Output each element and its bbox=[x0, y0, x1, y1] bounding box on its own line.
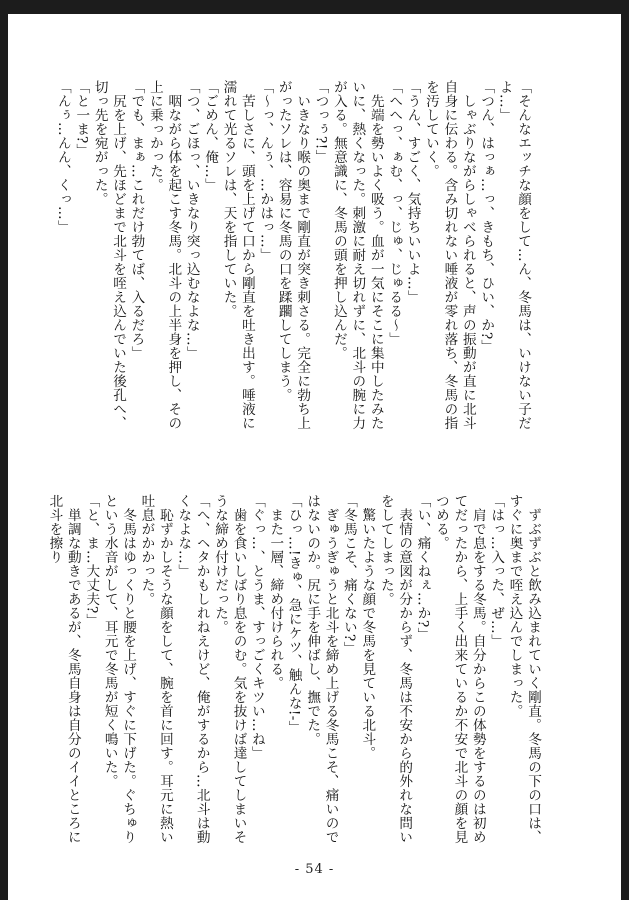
text-line: 「つっぅ?!」 bbox=[312, 80, 329, 164]
text-line: 苦しさに、頭を上げて口から剛直を吐き出す。唾液に濡れて光るソレは、天を指していた。 bbox=[220, 80, 255, 430]
text-line: 「へへっ、ぁむ、っ、じゅ、じゅるる～」 bbox=[386, 80, 403, 346]
text-line: ずぶずぶと飲み込まれていく剛直。冬馬の下の口は、すぐに奥まで咥え込んでしまった。 bbox=[506, 494, 541, 844]
text-line: 「うん、すごく、気持ちいいよ…」 bbox=[404, 80, 421, 304]
text-line: 恥ずかしそうな顔をして、腕を首に回す。耳元に熱い吐息がかかった。 bbox=[138, 494, 173, 844]
novel-page bbox=[8, 14, 621, 900]
text-block-bottom bbox=[46, 494, 542, 850]
text-line: いきなり喉の奥まで剛直が突き刺さる。完全に勃ち上がったソレは、容易に冬馬の口を蹂躙してしまう。 bbox=[275, 80, 311, 430]
text-line: 肩で息をする冬馬。自分からこの体勢をするのは初めてだったから、上手く出来ているか不安で北斗の顔を見つめる。 bbox=[432, 494, 486, 844]
text-line: また一層、締め付けられる。 bbox=[267, 494, 284, 690]
text-line: 尻を上げ、先ほどまで北斗を咥え込んでいた後孔へ、切っ先を宛がった。 bbox=[91, 80, 127, 430]
text-line: 「でも、まぁ…これだけ勃てば、入るだろ」 bbox=[128, 80, 145, 360]
text-line: 「んぅ…んん、くっ…」 bbox=[54, 80, 71, 234]
text-line: 驚いたような顔で冬馬を見ている北斗。 bbox=[359, 494, 376, 760]
text-line: 表情の意図が分からず、冬馬は不安から的外れな問いをしてしまった。 bbox=[377, 494, 413, 844]
text-line: 「～っ、んぅ、…かはっ…」 bbox=[257, 80, 274, 262]
text-line: しゃぶりながらしゃべられると、声の振動が直に北斗自身に伝わる。含み切れない唾液が零れ落ち、冬馬の指を汚していく。 bbox=[422, 80, 476, 430]
text-line: 単調な動きであるが、冬馬自身は自分のイイところに北斗を擦り bbox=[46, 494, 81, 844]
text-line: 「ぐっ…、とうま、すっごくキツい…ね」 bbox=[248, 494, 265, 760]
text-block-top bbox=[54, 80, 532, 432]
text-line: 先端を勢いよく吸う。血が一気にそこに集中したみたいに、熱くなった。刺激に耐え切れずに、北斗の腕に力が入る。無意識に、冬馬の頭を押し込んだ。 bbox=[330, 80, 384, 430]
text-line: 「と一ま?」 bbox=[73, 80, 90, 158]
text-line: 「そんなエッチな顔をして…ん、冬馬は、いけない子だよ…」 bbox=[496, 80, 531, 430]
text-line: 咽ながら体を起こす冬馬。北斗の上半身を押し、その上に乗っかった。 bbox=[146, 80, 182, 430]
text-line: 歯を食いしばり息をのむ。気を抜けば達してしまいそうな締め付けだった。 bbox=[212, 494, 247, 844]
text-line: 「ごめん、俺…」 bbox=[202, 80, 219, 192]
page-number: - 54 - bbox=[294, 862, 335, 877]
text-line: ぎゅうぎゅうと北斗を締め上げる冬馬こそ、痛いのではないのか。尻に手を伸ばし、撫でた。 bbox=[304, 494, 339, 844]
text-line: 「ひっ…!きゅ、急にケツ、触んな!-」 bbox=[285, 494, 302, 735]
text-line: 「い、痛くねぇ…か?」 bbox=[414, 494, 431, 642]
text-line: 冬馬はゆっくりと腰を上げ、すぐに下げた。ぐちゅりという水音がして、耳元で冬馬が短く鳴いた。 bbox=[101, 494, 137, 844]
text-line: 「はっ…入った、ぜ…」 bbox=[488, 494, 505, 648]
text-line: 「つん、はっぁ…っ、きもち、ひい、か?」 bbox=[478, 80, 495, 354]
text-line: 「と、ま…大丈夫?」 bbox=[83, 494, 100, 628]
text-line: 「へ、ヘタかもしれねえけど、俺がするから…北斗は動くなよな…」 bbox=[175, 494, 210, 844]
text-line: 「つ、ごほっ、いきなり突っ込むなよな…」 bbox=[183, 80, 200, 360]
text-line: 「冬馬こそ、痛くない?」 bbox=[340, 494, 357, 656]
